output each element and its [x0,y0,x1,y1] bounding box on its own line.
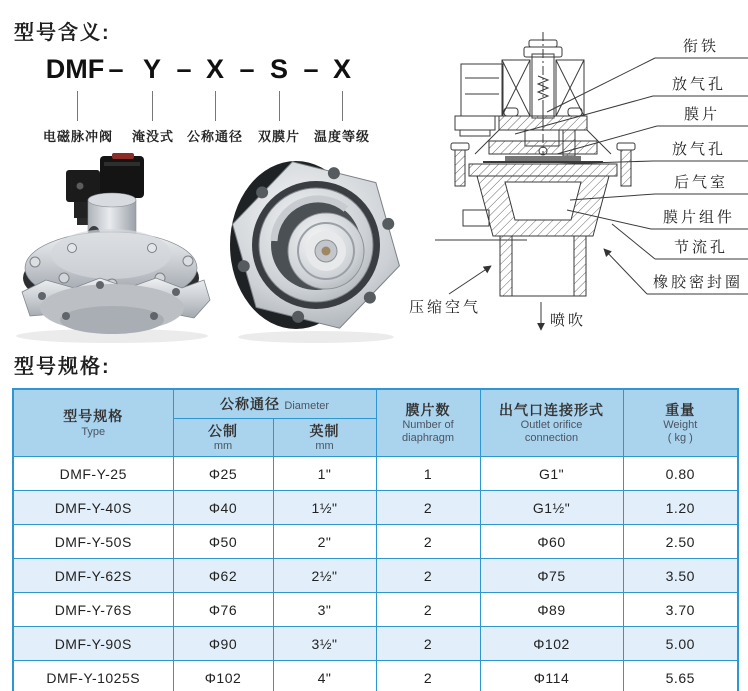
code-dash: – [176,54,192,84]
cell-diaphragms: 1 [376,457,480,491]
code-segment: X [332,54,352,84]
cell-imperial: 4" [273,661,376,691]
table-row [13,457,738,491]
cell-outlet: Φ89 [480,593,623,627]
code-meaning-label: 电磁脉冲阀 [42,129,114,144]
diagram-callout-diaphragm: 膜片 [683,106,721,123]
table-row [13,661,738,691]
col-header-metric: 公制 mm [173,419,273,457]
cell-imperial: 3" [273,593,376,627]
diagram-callout-armature: 衔铁 [682,38,720,55]
cell-outlet: Φ75 [480,559,623,593]
code-meaning-label: 公称通径 [186,129,244,144]
cell-imperial: 1½" [273,491,376,525]
col-header-diaphragm-count: 膜片数 Number of diaphragm [376,389,480,457]
cell-metric: Φ40 [173,491,273,525]
cell-metric: Φ76 [173,593,273,627]
cell-imperial: 2" [273,525,376,559]
cell-weight: 2.50 [623,525,738,559]
cell-metric: Φ90 [173,627,273,661]
cell-type: DMF-Y-76S [13,593,173,627]
cell-imperial: 1" [273,457,376,491]
diagram-callout-diaphragm-assy: 膜片组件 [662,209,736,226]
cell-diaphragms: 2 [376,593,480,627]
code-meaning-label: 双膜片 [257,129,301,144]
code-meaning-label: 温度等级 [313,129,371,144]
section-title-model-meaning: 型号含义: [14,22,111,44]
valve-photo-assembled [8,150,213,345]
col-header-type: 型号规格 Type [13,389,173,457]
code-dash: – [108,54,124,84]
cell-outlet: Φ60 [480,525,623,559]
table-row [13,627,738,661]
cell-type: DMF-Y-90S [13,627,173,661]
callout-line [342,91,343,121]
col-header-diameter: 公称通径 Diameter [173,389,376,419]
col-header-weight: 重量 Weight ( kg ) [623,389,738,457]
cell-outlet: Φ102 [480,627,623,661]
diagram-label-compressed-air: 压缩空气 [408,299,482,316]
code-meaning-label: 淹没式 [131,129,175,144]
diagram-callout-rear-chamber: 后气室 [673,174,729,191]
table-row [13,525,738,559]
code-dash: – [303,54,319,84]
code-segment: DMF [45,54,105,84]
table-row [13,559,738,593]
cell-outlet: G1" [480,457,623,491]
cell-outlet: G1½" [480,491,623,525]
callout-line [152,91,153,121]
spec-table [12,388,739,691]
code-segment: S [269,54,289,84]
cell-type: DMF-Y-50S [13,525,173,559]
code-dash: – [239,54,255,84]
cell-weight: 3.50 [623,559,738,593]
cell-type: DMF-Y-62S [13,559,173,593]
callout-line [77,91,78,121]
cell-weight: 5.00 [623,627,738,661]
code-segment: Y [142,54,162,84]
cell-weight: 1.20 [623,491,738,525]
diagram-callout-rubber-seal: 橡胶密封圈 [652,274,744,291]
cell-diaphragms: 2 [376,491,480,525]
diagram-label-blow: 喷吹 [549,312,587,329]
valve-photo-front [226,145,406,345]
cell-diaphragms: 2 [376,559,480,593]
cell-outlet: Φ114 [480,661,623,691]
diagram-callout-vent-hole-upper: 放气孔 [671,76,727,93]
code-segment: X [205,54,225,84]
cell-metric: Φ102 [173,661,273,691]
callout-line [279,91,280,121]
table-row [13,491,738,525]
cell-imperial: 3½" [273,627,376,661]
col-header-imperial: 英制 mm [273,419,376,457]
cell-weight: 5.65 [623,661,738,691]
diagram-callout-vent-hole-lower: 放气孔 [671,141,727,158]
callout-line [215,91,216,121]
cell-imperial: 2½" [273,559,376,593]
cell-weight: 0.80 [623,457,738,491]
cell-metric: Φ25 [173,457,273,491]
cell-type: DMF-Y-1025S [13,661,173,691]
valve-cross-section-diagram [405,20,748,350]
cell-weight: 3.70 [623,593,738,627]
cell-diaphragms: 2 [376,525,480,559]
diagram-callout-throttle-hole: 节流孔 [673,239,729,256]
cell-metric: Φ50 [173,525,273,559]
cell-diaphragms: 2 [376,627,480,661]
col-header-outlet-connection: 出气口连接形式 Outlet orifice connection [480,389,623,457]
section-title-model-spec: 型号规格: [14,356,111,378]
cell-type: DMF-Y-25 [13,457,173,491]
cell-diaphragms: 2 [376,661,480,691]
table-row [13,593,738,627]
cell-type: DMF-Y-40S [13,491,173,525]
cell-metric: Φ62 [173,559,273,593]
